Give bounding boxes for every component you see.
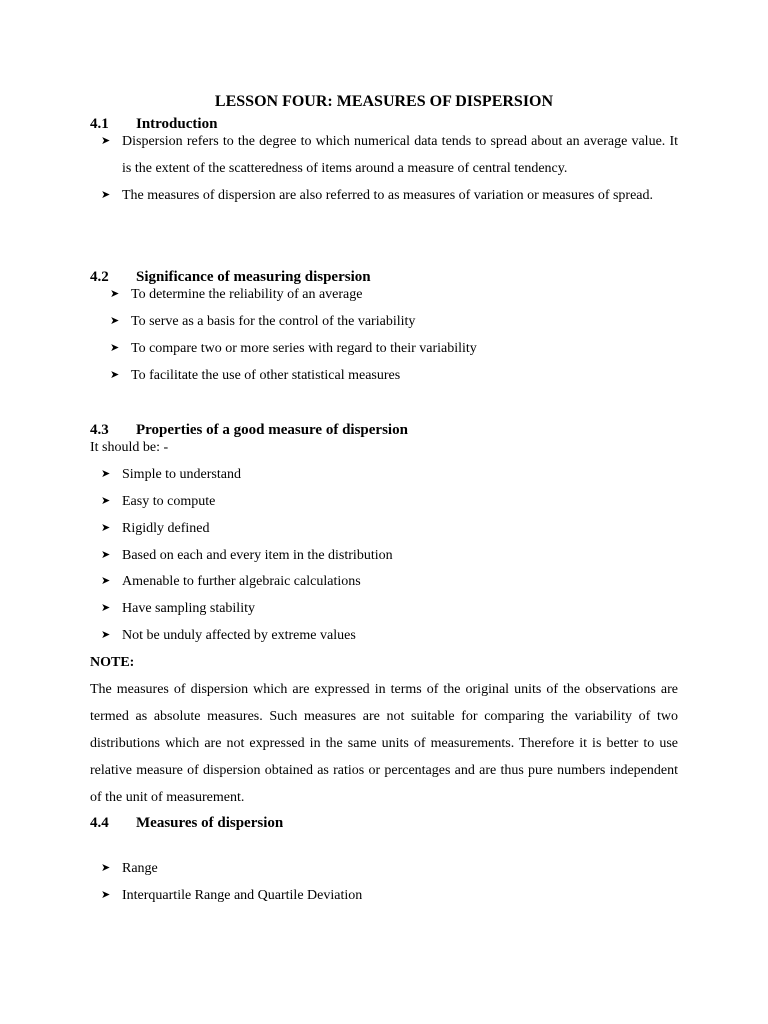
list-item [110,308,670,335]
page-title: LESSON FOUR: MEASURES OF DISPERSION [214,93,554,110]
list-item [110,362,670,389]
arrowhead-bullet-icon: ➤ [101,135,111,147]
arrowhead-bullet-icon: ➤ [110,288,120,300]
note-paragraph: The measures of dispersion which are expressed in terms of the original units of the observations are termed as absolute measures. Such measures are not suitable for comparing the variability of two distributions which are not expressed in the same units of measurements. Therefore it is better to use relative measure of dispersion obtained as ratios or percentages and are thus pure numbers independent of the unit of measurement. [90,682,678,805]
arrowhead-bullet-icon: ➤ [101,862,111,874]
list-item-text: To compare two or more series with regard to their variability [131,341,477,356]
list-item-text: To facilitate the use of other statistical measures [131,368,401,383]
section-number: 4.3 [90,422,109,438]
arrowhead-bullet-icon: ➤ [101,575,111,587]
arrowhead-bullet-icon: ➤ [101,468,111,480]
list-item-text: Dispersion refers to the degree to which numerical data tends to spread about an average value. It is the extent of the scatteredness of items around a measure of central tendency. [122,134,678,176]
list-item-text: Have sampling stability [122,601,255,616]
section-number: 4.1 [90,116,109,132]
list-item-text: Based on each and every item in the distribution [122,548,393,563]
arrowhead-bullet-icon: ➤ [101,602,111,614]
list-item [110,281,670,308]
list-item-text: The measures of dispersion are also referred to as measures of variation or measures of spread. [122,188,654,203]
list-item [101,182,678,209]
list-item-text: Simple to understand [122,467,241,482]
section-number: 4.2 [90,269,109,285]
section-number: 4.4 [90,815,109,831]
list-item-text: To serve as a basis for the control of the variability [131,314,416,329]
arrowhead-bullet-icon: ➤ [110,369,120,381]
arrowhead-bullet-icon: ➤ [110,342,120,354]
section-intro: It should be: - [90,440,169,455]
section-title: Significance of measuring dispersion [136,269,371,285]
list-item-text: To determine the reliability of an average [131,287,363,302]
list-item [101,595,671,622]
arrowhead-bullet-icon: ➤ [110,315,120,327]
list-item [101,515,671,542]
arrowhead-bullet-icon: ➤ [101,629,111,641]
list-item [110,335,670,362]
section-title: Introduction [136,116,218,132]
list-item-text: Interquartile Range and Quartile Deviation [122,888,363,903]
section-heading-4-3 [90,421,408,439]
list-item-text: Range [122,861,158,876]
list-item [101,128,678,182]
list-item [101,855,671,882]
arrowhead-bullet-icon: ➤ [101,495,111,507]
list-item-text: Easy to compute [122,494,216,509]
list-item [101,461,671,488]
section-heading-4-4 [90,814,283,832]
list-item [101,882,671,909]
note-label: NOTE: [90,655,135,670]
list-item [101,542,671,569]
arrowhead-bullet-icon: ➤ [101,189,111,201]
list-item-text: Not be unduly affected by extreme values [122,628,356,643]
list-item-text: Rigidly defined [122,521,210,536]
section-title: Measures of dispersion [136,815,284,831]
list-item [101,622,671,649]
list-item [101,568,671,595]
arrowhead-bullet-icon: ➤ [101,549,111,561]
arrowhead-bullet-icon: ➤ [101,889,111,901]
arrowhead-bullet-icon: ➤ [101,522,111,534]
section-title: Properties of a good measure of dispersion [136,422,408,438]
list-item [101,488,671,515]
list-item-text: Amenable to further algebraic calculations [122,574,361,589]
